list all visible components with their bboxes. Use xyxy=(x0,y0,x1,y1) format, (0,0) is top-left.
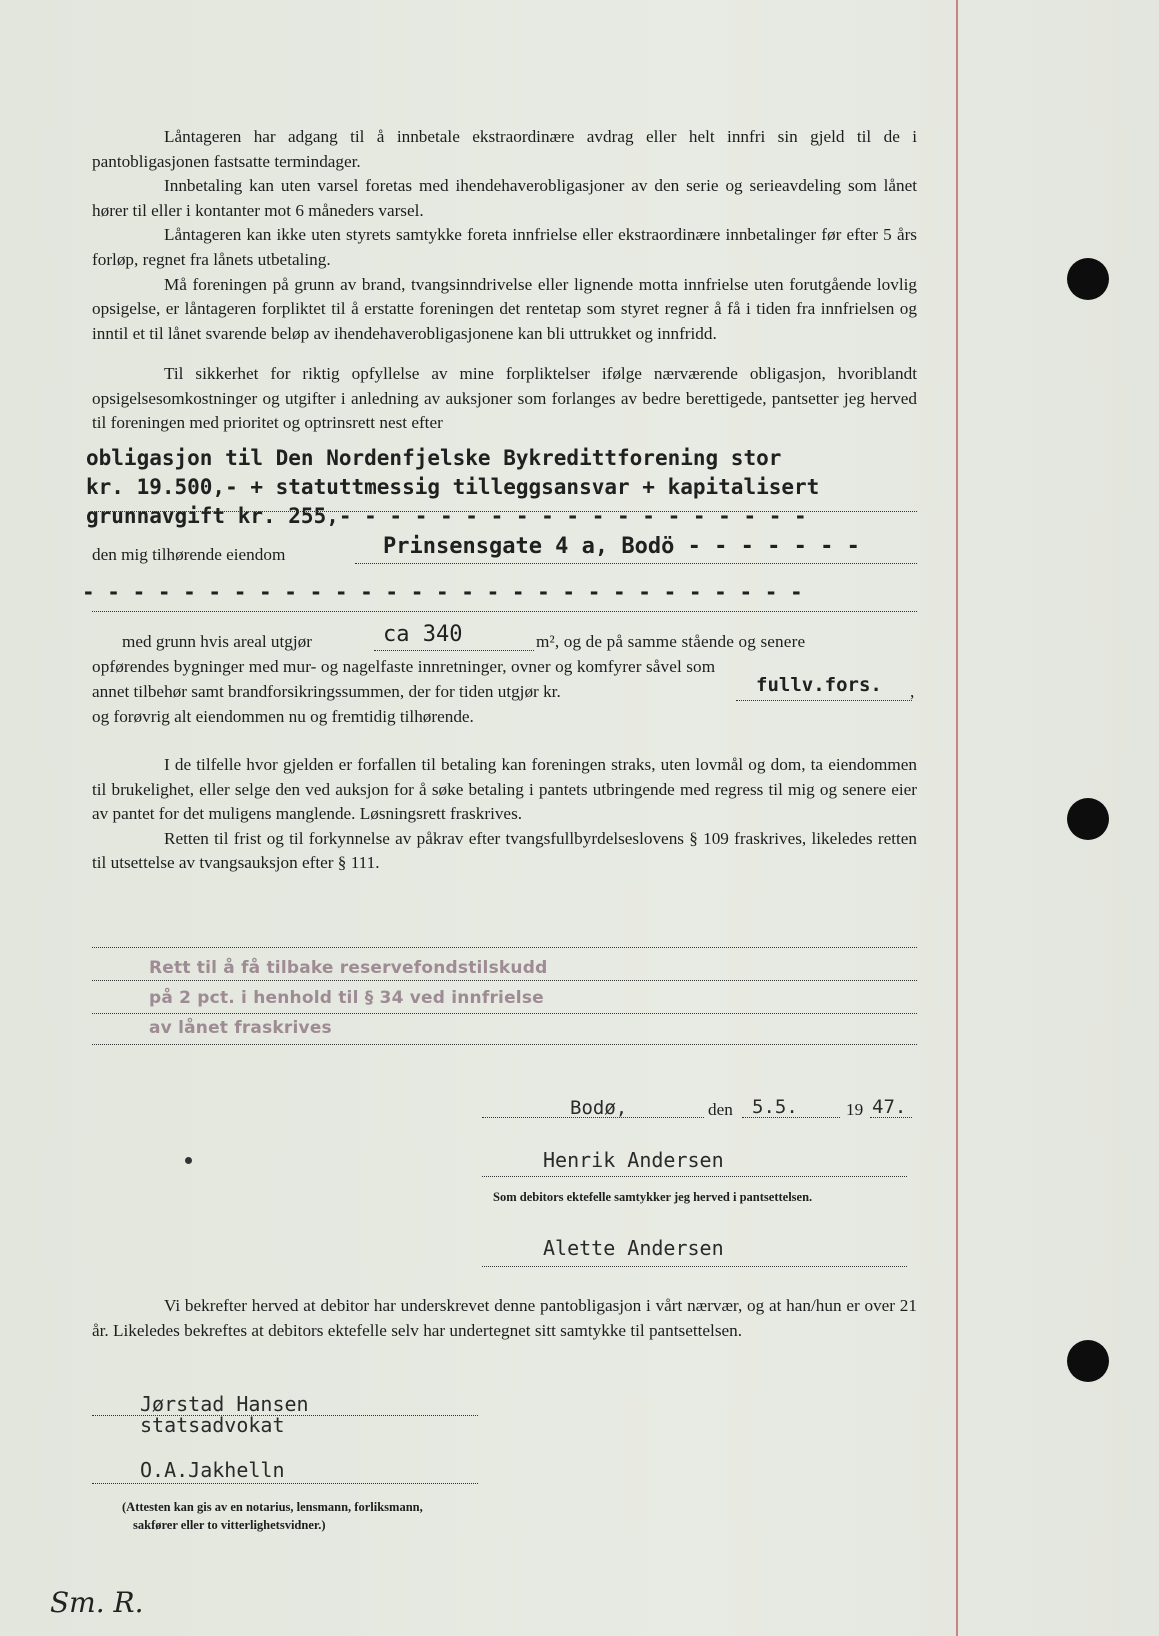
attest-note-line-2: sakfører eller to vitterlighetsvidner.) xyxy=(133,1518,326,1532)
year-suffix: 47. xyxy=(872,1096,907,1118)
spouse-consent-text: Som debitors ektefelle samtykker jeg herved i pantsettelsen. xyxy=(493,1190,813,1204)
typed-prior-lien-line2: kr. 19.500,- + statuttmessig tilleggsansvar + kapitalisert xyxy=(86,475,820,499)
dashes-fill: - - - - - - - - - - - - - - - - - - - - - - - - - - - - - xyxy=(82,580,803,604)
witness-1-name: Jørstad Hansen xyxy=(140,1392,309,1416)
typed-prior-lien-line1: obligasjon til Den Nordenfjelske Bykredittforening stor xyxy=(86,446,782,470)
stamp-line-3: av lånet fraskrives xyxy=(149,1018,332,1038)
binder-hole-bottom xyxy=(1067,1340,1109,1382)
clause-block-1 xyxy=(92,125,917,346)
stamp-line-2: på 2 pct. i henhold til § 34 ved innfrielse xyxy=(149,988,544,1008)
stamp-bottom-line xyxy=(92,1044,917,1045)
clause-extraordinary-payment: Låntageren har adgang til å innbetale ekstraordinære avdrag eller helt innfri sin gjeld til de i pantobligasjonen fastsatte termindager. xyxy=(92,127,917,171)
attest-note-line-1: (Attesten kan gis av en notarius, lensmann, forliksmann, xyxy=(122,1500,423,1514)
margin-rule xyxy=(956,0,958,1636)
binder-hole-middle xyxy=(1067,798,1109,840)
clause-security: Til sikkerhet for riktig opfyllelse av mine forpliktelser ifølge nærværende obligasjon, hvoriblandt opsigelsesomkostninger og utgifter i anledning av auksjoner som forlanges av bedre berettigede, pantsetter jeg herved til foreningen med prioritet og optrinsrett nest efter xyxy=(92,364,917,433)
binder-hole-top xyxy=(1067,258,1109,300)
clause-payment-method: Innbetaling kan uten varsel foretas med ihendehaverobligasjoner av den serie og serieavdeling som lånet hører til eller i kontanter mot 6 måneders varsel. xyxy=(92,176,917,220)
signing-date: 5.5. xyxy=(752,1096,798,1118)
insurance-value: fullv.fors. xyxy=(756,674,882,696)
witness-2-line xyxy=(92,1483,478,1484)
typed-prior-lien-line3: grunnavgift kr. 255,- - - - - - - - - - - - - - - - - - - xyxy=(86,504,807,528)
property-future-line: og forøvrig alt eiendommen nu og fremtidig tilhørende. xyxy=(92,707,474,726)
area-value: ca 340 xyxy=(383,622,463,647)
witness-confirmation: Vi bekrefter herved at debitor har underskrevet denne pantobligasjon i vårt nærvær, og at han/hun er over 21 år. Likeledes bekreftes at debitors ektefelle selv har undertegnet sitt samtykke til pantsettelsen. xyxy=(92,1296,917,1340)
year-prefix: 19 xyxy=(846,1100,864,1119)
clause-block-2 xyxy=(92,753,917,876)
area-dotted-line xyxy=(374,650,534,651)
insurance-label: annet tilbehør samt brandforsikringssummen, der for tiden utgjør kr. xyxy=(92,682,561,701)
stamp-mid-line xyxy=(92,980,917,981)
stamp-mid-line-2 xyxy=(92,1013,917,1014)
area-suffix: m², og de på samme stående og senere xyxy=(536,632,806,651)
property-label: den mig tilhørende eiendom xyxy=(92,545,286,564)
witness-2-name: O.A.Jakhelln xyxy=(140,1458,285,1482)
dotted-fill-line-2 xyxy=(92,611,917,612)
dotted-fill-line xyxy=(92,511,917,512)
area-label: med grunn hvis areal utgjør xyxy=(122,632,312,651)
spouse-signature-line xyxy=(482,1266,907,1267)
signing-place: Bodø, xyxy=(570,1097,628,1119)
ink-speck xyxy=(185,1157,192,1164)
stamp-top-line xyxy=(92,947,917,948)
witness-1-title: statsadvokat xyxy=(140,1413,285,1437)
property-dotted-line xyxy=(355,563,917,564)
debtor-signature-line xyxy=(482,1176,907,1177)
spouse-signature: Alette Andersen xyxy=(543,1236,724,1260)
clause-waiver: Retten til frist og til forkynnelse av påkrav efter tvangsfullbyrdelseslovens § 109 fraskrives, likeledes retten til utsettelse av tvangsauksjon efter § 111. xyxy=(92,828,917,873)
stamp-line-1: Rett til å få tilbake reservefondstilskudd xyxy=(149,958,548,978)
place-dotted-line xyxy=(482,1117,704,1118)
debtor-signature: Henrik Andersen xyxy=(543,1148,724,1172)
clerk-initials: Sm. R. xyxy=(50,1586,144,1619)
insurance-comma: , xyxy=(910,682,915,701)
property-address: Prinsensgate 4 a, Bodö - - - - - - - xyxy=(383,534,860,559)
clause-compensation: Må foreningen på grunn av brand, tvangsinndrivelse eller lignende motta innfrielse uten forutgående lovlig opsigelse, er låntageren forpliktet til å erstatte foreningen det rentetap som styret regner å få i tiden fra innfrielsen og inntil et til lånet svarende beløp av ihendehaverobligasjonene kan bli uttrukket og innfridd. xyxy=(92,274,917,343)
den-label: den xyxy=(708,1100,733,1119)
buildings-line: opførendes bygninger med mur- og nagelfaste innretninger, ovner og komfyrer såvel som xyxy=(92,657,716,676)
clause-default: I de tilfelle hvor gjelden er forfallen til betaling kan foreningen straks, uten lovmål og dom, ta eiendommen til brukelighet, eller selge den ved auksjon for å søke betaling i pantets utbringende med regress til mig og senere eier av pantet for det muligens manglende. Løsningsrett fraskrives. xyxy=(92,755,917,824)
insurance-dotted-line xyxy=(736,700,912,701)
year-dotted-line xyxy=(870,1117,912,1118)
clause-consent-required: Låntageren kan ikke uten styrets samtykke foreta innfrielse eller ekstraordinære innbetalinger før efter 5 års forløp, regnet fra lånets utbetaling. xyxy=(92,225,917,269)
